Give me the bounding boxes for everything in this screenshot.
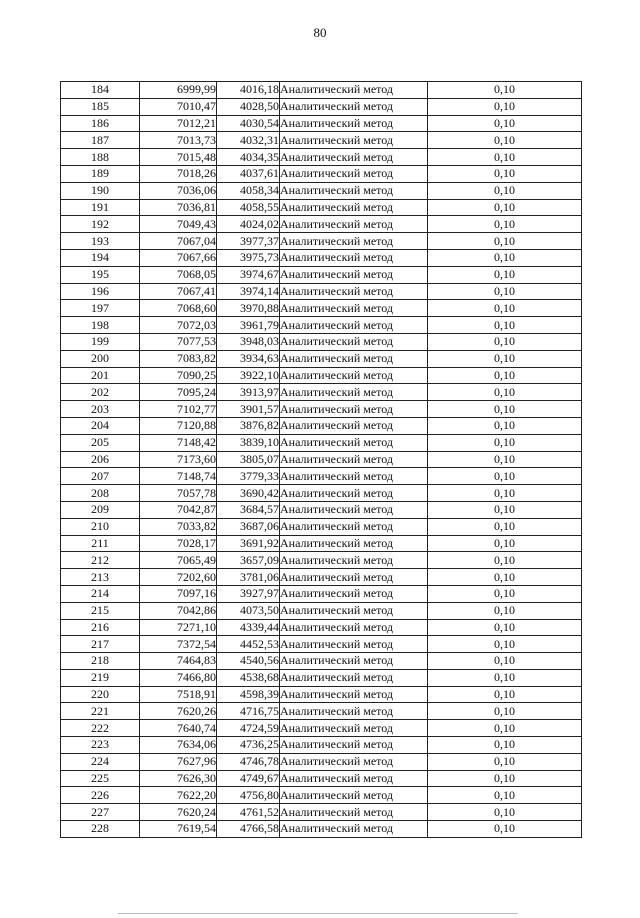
accuracy-cell: 0,10 [428, 216, 582, 233]
method-cell: Аналитический метод [280, 115, 428, 132]
y-coordinate-cell: 4024,02 [217, 216, 280, 233]
accuracy-cell: 0,10 [428, 585, 582, 602]
table-row [61, 720, 582, 737]
accuracy-cell: 0,10 [428, 703, 582, 720]
point-number-cell: 209 [61, 501, 140, 518]
accuracy-cell: 0,10 [428, 82, 582, 99]
x-coordinate-cell: 7097,16 [140, 585, 217, 602]
table-row [61, 132, 582, 149]
table-row [61, 233, 582, 250]
x-coordinate-cell: 7068,60 [140, 300, 217, 317]
method-cell: Аналитический метод [280, 249, 428, 266]
accuracy-cell: 0,10 [428, 821, 582, 838]
point-number-cell: 205 [61, 434, 140, 451]
y-coordinate-cell: 3684,57 [217, 501, 280, 518]
point-number-cell: 201 [61, 367, 140, 384]
method-cell: Аналитический метод [280, 417, 428, 434]
accuracy-cell: 0,10 [428, 636, 582, 653]
accuracy-cell: 0,10 [428, 417, 582, 434]
table-row [61, 653, 582, 670]
table-row [61, 787, 582, 804]
x-coordinate-cell: 7068,05 [140, 266, 217, 283]
point-number-cell: 188 [61, 149, 140, 166]
point-number-cell: 214 [61, 585, 140, 602]
x-coordinate-cell: 6999,99 [140, 82, 217, 99]
x-coordinate-cell: 7012,21 [140, 115, 217, 132]
point-number-cell: 190 [61, 182, 140, 199]
point-number-cell: 211 [61, 535, 140, 552]
x-coordinate-cell: 7036,81 [140, 199, 217, 216]
point-number-cell: 225 [61, 770, 140, 787]
table-row [61, 602, 582, 619]
y-coordinate-cell: 4736,25 [217, 737, 280, 754]
point-number-cell: 223 [61, 737, 140, 754]
method-cell: Аналитический метод [280, 468, 428, 485]
table-row [61, 753, 582, 770]
accuracy-cell: 0,10 [428, 669, 582, 686]
x-coordinate-cell: 7077,53 [140, 333, 217, 350]
table-row [61, 619, 582, 636]
method-cell: Аналитический метод [280, 619, 428, 636]
table-row [61, 468, 582, 485]
x-coordinate-cell: 7620,24 [140, 804, 217, 821]
y-coordinate-cell: 3657,09 [217, 552, 280, 569]
point-number-cell: 194 [61, 249, 140, 266]
accuracy-cell: 0,10 [428, 787, 582, 804]
method-cell: Аналитический метод [280, 283, 428, 300]
table-row [61, 300, 582, 317]
point-number-cell: 220 [61, 686, 140, 703]
method-cell: Аналитический метод [280, 535, 428, 552]
x-coordinate-cell: 7102,77 [140, 401, 217, 418]
y-coordinate-cell: 3934,63 [217, 350, 280, 367]
point-number-cell: 199 [61, 333, 140, 350]
method-cell: Аналитический метод [280, 669, 428, 686]
method-cell: Аналитический метод [280, 787, 428, 804]
accuracy-cell: 0,10 [428, 434, 582, 451]
x-coordinate-cell: 7065,49 [140, 552, 217, 569]
point-number-cell: 206 [61, 451, 140, 468]
point-number-cell: 207 [61, 468, 140, 485]
x-coordinate-cell: 7372,54 [140, 636, 217, 653]
method-cell: Аналитический метод [280, 149, 428, 166]
accuracy-cell: 0,10 [428, 317, 582, 334]
point-number-cell: 185 [61, 98, 140, 115]
x-coordinate-cell: 7518,91 [140, 686, 217, 703]
x-coordinate-cell: 7148,42 [140, 434, 217, 451]
accuracy-cell: 0,10 [428, 115, 582, 132]
table-row [61, 401, 582, 418]
accuracy-cell: 0,10 [428, 804, 582, 821]
point-number-cell: 221 [61, 703, 140, 720]
point-number-cell: 217 [61, 636, 140, 653]
x-coordinate-cell: 7626,30 [140, 770, 217, 787]
accuracy-cell: 0,10 [428, 451, 582, 468]
method-cell: Аналитический метод [280, 451, 428, 468]
table-row [61, 283, 582, 300]
method-cell: Аналитический метод [280, 401, 428, 418]
coordinates-table-body [61, 82, 582, 838]
method-cell: Аналитический метод [280, 266, 428, 283]
table-row [61, 249, 582, 266]
method-cell: Аналитический метод [280, 686, 428, 703]
method-cell: Аналитический метод [280, 82, 428, 99]
method-cell: Аналитический метод [280, 585, 428, 602]
table-row [61, 669, 582, 686]
x-coordinate-cell: 7013,73 [140, 132, 217, 149]
coordinates-table [60, 81, 582, 838]
table-row [61, 518, 582, 535]
y-coordinate-cell: 4746,78 [217, 753, 280, 770]
method-cell: Аналитический метод [280, 552, 428, 569]
y-coordinate-cell: 4756,80 [217, 787, 280, 804]
accuracy-cell: 0,10 [428, 98, 582, 115]
method-cell: Аналитический метод [280, 720, 428, 737]
method-cell: Аналитический метод [280, 737, 428, 754]
x-coordinate-cell: 7083,82 [140, 350, 217, 367]
y-coordinate-cell: 3779,33 [217, 468, 280, 485]
table-row [61, 737, 582, 754]
y-coordinate-cell: 4030,54 [217, 115, 280, 132]
point-number-cell: 184 [61, 82, 140, 99]
y-coordinate-cell: 4073,50 [217, 602, 280, 619]
point-number-cell: 196 [61, 283, 140, 300]
y-coordinate-cell: 4016,18 [217, 82, 280, 99]
y-coordinate-cell: 4538,68 [217, 669, 280, 686]
method-cell: Аналитический метод [280, 753, 428, 770]
method-cell: Аналитический метод [280, 182, 428, 199]
accuracy-cell: 0,10 [428, 552, 582, 569]
method-cell: Аналитический метод [280, 216, 428, 233]
method-cell: Аналитический метод [280, 98, 428, 115]
point-number-cell: 195 [61, 266, 140, 283]
table-row [61, 569, 582, 586]
x-coordinate-cell: 7067,66 [140, 249, 217, 266]
point-number-cell: 215 [61, 602, 140, 619]
x-coordinate-cell: 7067,04 [140, 233, 217, 250]
y-coordinate-cell: 3948,03 [217, 333, 280, 350]
method-cell: Аналитический метод [280, 518, 428, 535]
accuracy-cell: 0,10 [428, 619, 582, 636]
accuracy-cell: 0,10 [428, 535, 582, 552]
y-coordinate-cell: 4037,61 [217, 165, 280, 182]
y-coordinate-cell: 4452,53 [217, 636, 280, 653]
y-coordinate-cell: 3922,10 [217, 367, 280, 384]
accuracy-cell: 0,10 [428, 233, 582, 250]
y-coordinate-cell: 3974,67 [217, 266, 280, 283]
point-number-cell: 186 [61, 115, 140, 132]
accuracy-cell: 0,10 [428, 770, 582, 787]
accuracy-cell: 0,10 [428, 300, 582, 317]
y-coordinate-cell: 4540,56 [217, 653, 280, 670]
x-coordinate-cell: 7148,74 [140, 468, 217, 485]
point-number-cell: 216 [61, 619, 140, 636]
y-coordinate-cell: 4034,35 [217, 149, 280, 166]
method-cell: Аналитический метод [280, 384, 428, 401]
y-coordinate-cell: 3876,82 [217, 417, 280, 434]
table-row [61, 686, 582, 703]
y-coordinate-cell: 4028,50 [217, 98, 280, 115]
method-cell: Аналитический метод [280, 821, 428, 838]
y-coordinate-cell: 3839,10 [217, 434, 280, 451]
table-row [61, 317, 582, 334]
point-number-cell: 212 [61, 552, 140, 569]
x-coordinate-cell: 7120,88 [140, 417, 217, 434]
accuracy-cell: 0,10 [428, 468, 582, 485]
accuracy-cell: 0,10 [428, 501, 582, 518]
method-cell: Аналитический метод [280, 333, 428, 350]
x-coordinate-cell: 7036,06 [140, 182, 217, 199]
x-coordinate-cell: 7619,54 [140, 821, 217, 838]
table-row [61, 367, 582, 384]
x-coordinate-cell: 7095,24 [140, 384, 217, 401]
y-coordinate-cell: 4766,58 [217, 821, 280, 838]
y-coordinate-cell: 3690,42 [217, 485, 280, 502]
point-number-cell: 228 [61, 821, 140, 838]
table-row [61, 485, 582, 502]
accuracy-cell: 0,10 [428, 753, 582, 770]
y-coordinate-cell: 4716,75 [217, 703, 280, 720]
x-coordinate-cell: 7067,41 [140, 283, 217, 300]
accuracy-cell: 0,10 [428, 720, 582, 737]
method-cell: Аналитический метод [280, 132, 428, 149]
x-coordinate-cell: 7173,60 [140, 451, 217, 468]
table-row [61, 149, 582, 166]
x-coordinate-cell: 7620,26 [140, 703, 217, 720]
point-number-cell: 191 [61, 199, 140, 216]
table-row [61, 770, 582, 787]
point-number-cell: 213 [61, 569, 140, 586]
table-row [61, 384, 582, 401]
point-number-cell: 197 [61, 300, 140, 317]
x-coordinate-cell: 7010,47 [140, 98, 217, 115]
method-cell: Аналитический метод [280, 199, 428, 216]
point-number-cell: 224 [61, 753, 140, 770]
method-cell: Аналитический метод [280, 770, 428, 787]
x-coordinate-cell: 7049,43 [140, 216, 217, 233]
y-coordinate-cell: 4339,44 [217, 619, 280, 636]
x-coordinate-cell: 7202,60 [140, 569, 217, 586]
accuracy-cell: 0,10 [428, 132, 582, 149]
x-coordinate-cell: 7627,96 [140, 753, 217, 770]
point-number-cell: 227 [61, 804, 140, 821]
x-coordinate-cell: 7640,74 [140, 720, 217, 737]
y-coordinate-cell: 3781,06 [217, 569, 280, 586]
table-row [61, 703, 582, 720]
accuracy-cell: 0,10 [428, 199, 582, 216]
point-number-cell: 193 [61, 233, 140, 250]
y-coordinate-cell: 3970,88 [217, 300, 280, 317]
x-coordinate-cell: 7271,10 [140, 619, 217, 636]
table-row [61, 451, 582, 468]
point-number-cell: 218 [61, 653, 140, 670]
table-row [61, 552, 582, 569]
x-coordinate-cell: 7028,17 [140, 535, 217, 552]
accuracy-cell: 0,10 [428, 266, 582, 283]
method-cell: Аналитический метод [280, 653, 428, 670]
page-number: 80 [313, 25, 327, 40]
accuracy-cell: 0,10 [428, 737, 582, 754]
method-cell: Аналитический метод [280, 602, 428, 619]
table-row [61, 216, 582, 233]
x-coordinate-cell: 7622,20 [140, 787, 217, 804]
accuracy-cell: 0,10 [428, 182, 582, 199]
method-cell: Аналитический метод [280, 804, 428, 821]
accuracy-cell: 0,10 [428, 401, 582, 418]
method-cell: Аналитический метод [280, 233, 428, 250]
accuracy-cell: 0,10 [428, 367, 582, 384]
y-coordinate-cell: 3691,92 [217, 535, 280, 552]
method-cell: Аналитический метод [280, 636, 428, 653]
point-number-cell: 210 [61, 518, 140, 535]
point-number-cell: 198 [61, 317, 140, 334]
table-row [61, 585, 582, 602]
point-number-cell: 219 [61, 669, 140, 686]
table-row [61, 82, 582, 99]
table-row [61, 333, 582, 350]
accuracy-cell: 0,10 [428, 686, 582, 703]
table-row [61, 182, 582, 199]
x-coordinate-cell: 7466,80 [140, 669, 217, 686]
y-coordinate-cell: 4032,31 [217, 132, 280, 149]
x-coordinate-cell: 7033,82 [140, 518, 217, 535]
method-cell: Аналитический метод [280, 350, 428, 367]
x-coordinate-cell: 7042,86 [140, 602, 217, 619]
accuracy-cell: 0,10 [428, 485, 582, 502]
method-cell: Аналитический метод [280, 300, 428, 317]
method-cell: Аналитический метод [280, 434, 428, 451]
point-number-cell: 222 [61, 720, 140, 737]
method-cell: Аналитический метод [280, 703, 428, 720]
accuracy-cell: 0,10 [428, 283, 582, 300]
point-number-cell: 200 [61, 350, 140, 367]
table-row [61, 636, 582, 653]
table-row [61, 501, 582, 518]
table-row [61, 266, 582, 283]
accuracy-cell: 0,10 [428, 249, 582, 266]
x-coordinate-cell: 7090,25 [140, 367, 217, 384]
x-coordinate-cell: 7015,48 [140, 149, 217, 166]
accuracy-cell: 0,10 [428, 653, 582, 670]
accuracy-cell: 0,10 [428, 149, 582, 166]
x-coordinate-cell: 7018,26 [140, 165, 217, 182]
accuracy-cell: 0,10 [428, 350, 582, 367]
x-coordinate-cell: 7072,03 [140, 317, 217, 334]
y-coordinate-cell: 4058,34 [217, 182, 280, 199]
table-row [61, 434, 582, 451]
point-number-cell: 202 [61, 384, 140, 401]
accuracy-cell: 0,10 [428, 518, 582, 535]
y-coordinate-cell: 3975,73 [217, 249, 280, 266]
point-number-cell: 204 [61, 417, 140, 434]
y-coordinate-cell: 4598,39 [217, 686, 280, 703]
point-number-cell: 187 [61, 132, 140, 149]
point-number-cell: 203 [61, 401, 140, 418]
y-coordinate-cell: 4761,52 [217, 804, 280, 821]
method-cell: Аналитический метод [280, 317, 428, 334]
table-row [61, 535, 582, 552]
point-number-cell: 208 [61, 485, 140, 502]
table-row [61, 821, 582, 838]
y-coordinate-cell: 3961,79 [217, 317, 280, 334]
accuracy-cell: 0,10 [428, 165, 582, 182]
y-coordinate-cell: 3805,07 [217, 451, 280, 468]
table-row [61, 350, 582, 367]
method-cell: Аналитический метод [280, 165, 428, 182]
y-coordinate-cell: 3927,97 [217, 585, 280, 602]
point-number-cell: 192 [61, 216, 140, 233]
y-coordinate-cell: 3974,14 [217, 283, 280, 300]
method-cell: Аналитический метод [280, 501, 428, 518]
y-coordinate-cell: 3913,97 [217, 384, 280, 401]
method-cell: Аналитический метод [280, 485, 428, 502]
accuracy-cell: 0,10 [428, 333, 582, 350]
x-coordinate-cell: 7464,83 [140, 653, 217, 670]
accuracy-cell: 0,10 [428, 569, 582, 586]
point-number-cell: 226 [61, 787, 140, 804]
y-coordinate-cell: 3687,06 [217, 518, 280, 535]
table-row [61, 165, 582, 182]
x-coordinate-cell: 7634,06 [140, 737, 217, 754]
page-bottom-edge [118, 913, 518, 914]
table-row [61, 199, 582, 216]
point-number-cell: 189 [61, 165, 140, 182]
table-row [61, 98, 582, 115]
table-row [61, 804, 582, 821]
y-coordinate-cell: 4749,67 [217, 770, 280, 787]
accuracy-cell: 0,10 [428, 602, 582, 619]
x-coordinate-cell: 7057,78 [140, 485, 217, 502]
method-cell: Аналитический метод [280, 569, 428, 586]
y-coordinate-cell: 4724,59 [217, 720, 280, 737]
table-row [61, 115, 582, 132]
y-coordinate-cell: 3977,37 [217, 233, 280, 250]
table-row [61, 417, 582, 434]
y-coordinate-cell: 4058,55 [217, 199, 280, 216]
y-coordinate-cell: 3901,57 [217, 401, 280, 418]
x-coordinate-cell: 7042,87 [140, 501, 217, 518]
accuracy-cell: 0,10 [428, 384, 582, 401]
method-cell: Аналитический метод [280, 367, 428, 384]
